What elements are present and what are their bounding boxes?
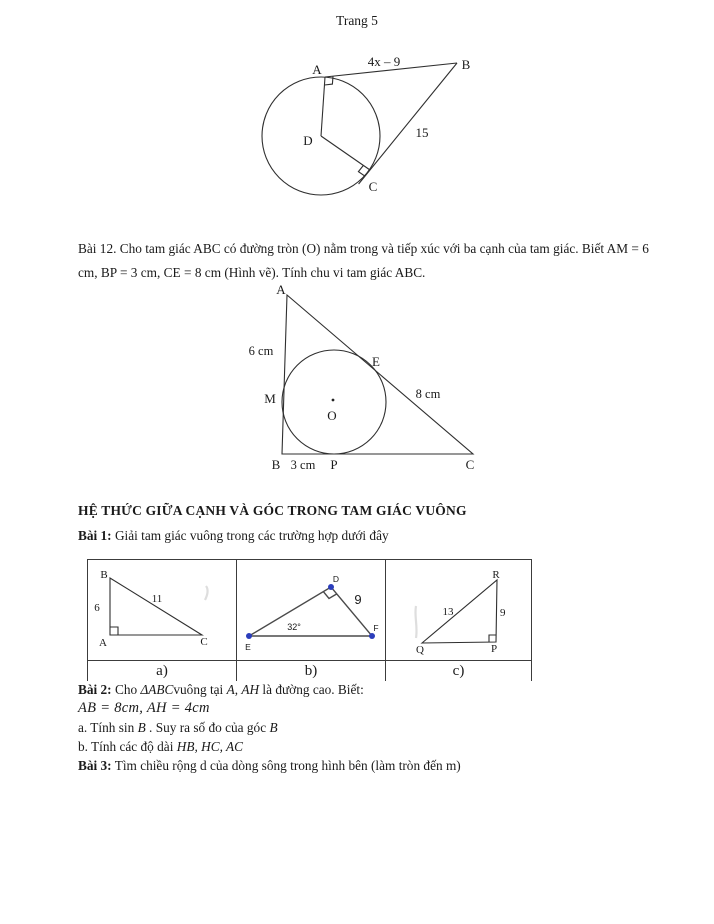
label-side-ab: 4x – 9 [367,54,401,69]
problem-2-label: Bài 2: [78,682,112,697]
right-angle-mark-c [358,165,365,176]
label-point-c: C [465,457,475,472]
p2a-t1: a. Tính [78,720,119,735]
label-point-e: E [372,354,380,369]
panel-c [386,560,531,660]
caption-a: a) [88,660,237,681]
label-side-bc: 15 [415,125,429,140]
p3-body: Tìm chiều rộng d của dòng sông trong hình bên (làm tròn đến m) [111,758,461,773]
problem-12-text [78,237,649,284]
problem-1-text [78,528,389,544]
problem-2-item-b [78,737,461,756]
p2a-m2: B [269,720,278,735]
right-angle-mark-p [489,635,496,642]
label-point-d: D [332,574,340,584]
segment-bc [359,63,457,184]
label-point-d: D [303,133,313,148]
label-point-a: A [99,637,107,649]
problem-3-text [78,756,461,775]
right-angle-mark-d [323,592,337,599]
problem-12-line2: cm, BP = 3 cm, CE = 8 cm (Hình vẽ). Tính chu vi tam giác ABC. [78,264,426,280]
point-dot-e [246,633,252,639]
triangle-qpr [422,580,497,643]
problem-2-item-a [78,718,461,737]
problem-3-label: Bài 3: [78,758,112,773]
p2a-t2: . Suy ra số đo của góc [145,720,270,735]
label-side-df: 9 [354,592,362,607]
scan-artifact [415,606,416,638]
label-side-ec: 8 cm [415,387,441,401]
p2-t4: là đường cao. Biết: [259,682,364,697]
caption-b: b) [237,660,386,681]
caption-row [88,660,531,681]
panel-b [237,560,386,660]
scan-artifact [205,586,208,600]
right-angle-mark-a [110,627,118,635]
problem-2-3-block [78,680,461,775]
p2a-fn: sin [118,720,138,735]
figure-row [88,560,531,660]
label-point-o: O [327,408,337,423]
panel-b-figure [237,560,385,660]
p2b-m1: HB, HC, AC [176,739,243,754]
label-point-p: P [490,643,498,655]
label-point-a: A [312,62,322,77]
panel-a [88,560,237,660]
problem-2-intro [78,680,461,699]
label-point-r: R [492,569,500,581]
point-dot-d [328,584,334,590]
point-dot-f [369,633,375,639]
p2-m3: AH [241,682,260,697]
p2-m1: ΔABC [140,682,174,697]
label-side-bp: 3 cm [290,458,316,472]
problem-1-label: Bài 1: [78,528,112,543]
p2-t3: , [234,682,242,697]
p2-t2: vuông tại [173,682,227,697]
label-point-a: A [276,283,286,297]
label-point-p: P [330,457,338,472]
label-point-b: B [271,457,281,472]
figure-incircle-triangle [243,283,483,473]
p2-t1: Cho [111,682,141,697]
section-heading: HỆ THỨC GIỮA CẠNH VÀ GÓC TRONG TAM GIÁC VUÔNG [78,503,467,518]
problem-1-body: Giải tam giác vuông trong các trường hợp dưới đây [111,528,389,543]
p2b-t1: b. Tính các độ dài [78,739,177,754]
label-point-b: B [461,57,471,72]
label-point-c: C [368,179,378,194]
bai1-figure-table [87,559,532,681]
problem-12-line1: Bài 12. Cho tam giác ABC có đường tròn (O) nằm trong và tiếp xúc với ba cạnh của tam giác. Biết AM = 6 [78,241,649,256]
panel-a-figure [88,560,236,660]
label-point-m: M [264,391,276,406]
label-angle-e: 32° [287,622,301,632]
center-dot [332,399,335,402]
label-side-am: 6 cm [248,344,274,358]
label-point-c: C [200,636,208,648]
label-side-rp: 9 [500,607,506,619]
p2-m2: A [226,682,235,697]
label-side-ab: 6 [94,602,100,614]
p2a-m1: B [137,720,146,735]
label-point-e: E [245,642,251,652]
triangle-abc [110,578,202,635]
figure-circle-tangents [245,50,480,198]
label-side-qr: 13 [442,606,454,618]
page-number: Trang 5 [336,13,378,28]
radius-da [321,77,325,136]
panel-c-figure [386,560,531,660]
radius-dc [321,136,370,170]
problem-2-given: AB = 8cm, AH = 4cm [78,700,210,716]
label-point-f: F [373,623,379,633]
label-point-b: B [100,569,108,581]
label-side-bc: 11 [151,593,163,605]
caption-c: c) [386,660,531,681]
label-point-q: Q [416,644,424,656]
incircle-o [282,350,386,454]
